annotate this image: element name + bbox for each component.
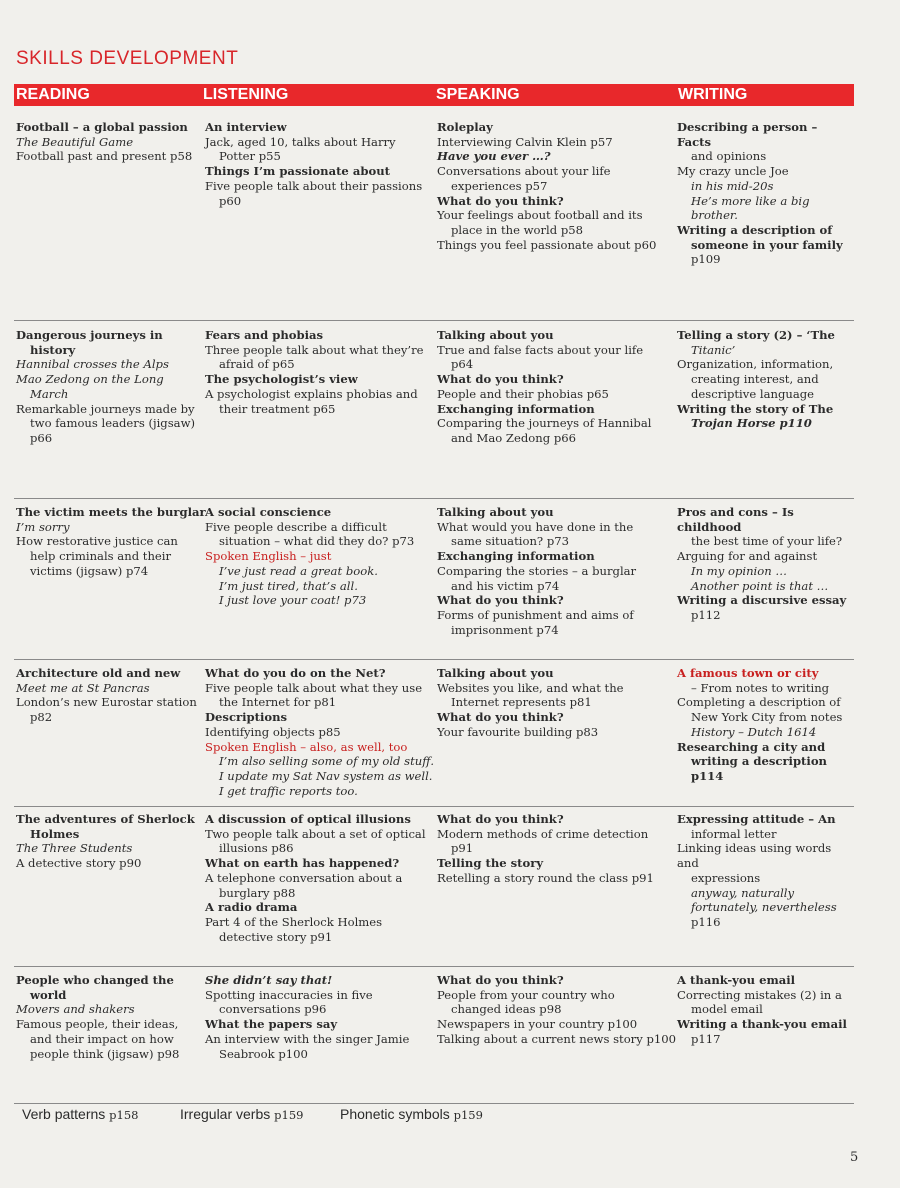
listening-line: Things I’m passionate about bbox=[205, 164, 390, 179]
speaking-line: experiences p57 bbox=[451, 178, 548, 193]
speaking-line: Interviewing Calvin Klein p57 bbox=[437, 134, 613, 149]
speaking-line: Comparing the journeys of Hannibal bbox=[437, 416, 652, 431]
listening-line: An interview bbox=[205, 120, 287, 134]
page-title: SKILLS DEVELOPMENT bbox=[16, 48, 239, 69]
reading-line: Holmes bbox=[30, 826, 80, 841]
listening-line: Identifying objects p85 bbox=[205, 724, 341, 739]
writing-line: Linking ideas using words and bbox=[677, 841, 832, 871]
speaking-line: What do you think? bbox=[437, 593, 564, 608]
listening-line: She didn’t say that! bbox=[205, 973, 333, 987]
writing-line: descriptive language bbox=[691, 386, 815, 401]
footer-page: p159 bbox=[453, 1108, 483, 1122]
listening-cell bbox=[205, 328, 423, 416]
reading-line: Remarkable journeys made by bbox=[16, 401, 195, 416]
listening-cell bbox=[205, 812, 426, 944]
speaking-line: Comparing the stories – a burglar bbox=[437, 563, 637, 578]
reading-line: Movers and shakers bbox=[16, 1002, 135, 1017]
writing-line: informal letter bbox=[691, 826, 777, 841]
writing-line: the best time of your life? bbox=[691, 534, 843, 549]
listening-line: Two people talk about a set of optical bbox=[205, 826, 426, 841]
page-number: 5 bbox=[850, 1150, 859, 1165]
speaking-line: Forms of punishment and aims of bbox=[437, 607, 634, 622]
speaking-line: Exchanging information bbox=[437, 549, 595, 564]
speaking-line: Newspapers in your country p100 bbox=[437, 1017, 638, 1032]
listening-line: Three people talk about what they’re bbox=[205, 342, 424, 357]
row-divider bbox=[14, 806, 854, 807]
speaking-line: True and false facts about your life bbox=[437, 342, 644, 357]
footer-item-irregular-verbs bbox=[180, 1106, 303, 1122]
listening-line: Spotting inaccuracies in five bbox=[205, 987, 373, 1002]
writing-line: – From notes to writing bbox=[691, 680, 830, 695]
reading-cell bbox=[16, 973, 179, 1061]
listening-line: A radio drama bbox=[205, 900, 298, 915]
writing-line: Writing a thank-you email bbox=[677, 1017, 847, 1032]
reading-line: How restorative justice can bbox=[16, 534, 178, 549]
writing-line: Trojan Horse p110 bbox=[691, 416, 812, 431]
speaking-line: Have you ever …? bbox=[437, 149, 551, 164]
listening-line: situation – what did they do? p73 bbox=[219, 534, 415, 549]
speaking-line: What do you think? bbox=[437, 710, 564, 725]
writing-cell bbox=[677, 328, 835, 431]
listening-line: What on earth has happened? bbox=[205, 856, 400, 871]
writing-line: New York City from notes bbox=[691, 710, 843, 725]
reading-line: p66 bbox=[30, 430, 53, 445]
speaking-cell bbox=[437, 666, 624, 740]
reading-line: The Three Students bbox=[16, 841, 133, 856]
footer-item-verb-patterns bbox=[22, 1106, 138, 1122]
writing-line: Pros and cons – Is childhood bbox=[677, 505, 794, 534]
reading-line: p82 bbox=[30, 710, 53, 725]
reading-cell bbox=[16, 505, 206, 579]
reading-line: The victim meets the burglar bbox=[16, 505, 206, 519]
writing-line: Expressing attitude – An bbox=[677, 812, 836, 826]
speaking-line: Talking about you bbox=[437, 666, 554, 680]
writing-line: in his mid-20s bbox=[691, 178, 774, 193]
listening-cell bbox=[205, 973, 409, 1061]
speaking-line: Talking about you bbox=[437, 328, 554, 342]
listening-line: A discussion of optical illusions bbox=[205, 812, 411, 826]
listening-line: Descriptions bbox=[205, 710, 288, 725]
speaking-line: Telling the story bbox=[437, 856, 544, 871]
writing-line: Organization, information, bbox=[677, 357, 834, 372]
speaking-cell bbox=[437, 973, 676, 1047]
writing-line: History – Dutch 1614 bbox=[691, 724, 817, 739]
column-header-listening: LISTENING bbox=[203, 86, 289, 103]
footer-page: p158 bbox=[109, 1108, 139, 1122]
column-header-speaking: SPEAKING bbox=[436, 86, 520, 103]
speaking-line: Internet represents p81 bbox=[451, 695, 592, 710]
writing-line: writing a description p114 bbox=[691, 754, 827, 783]
listening-line: Part 4 of the Sherlock Holmes bbox=[205, 914, 383, 929]
listening-line: conversations p96 bbox=[219, 1002, 327, 1017]
footer-label: Phonetic symbols bbox=[340, 1106, 450, 1122]
writing-line: expressions bbox=[691, 870, 761, 885]
speaking-line: Retelling a story round the class p91 bbox=[437, 870, 654, 885]
footer-item-phonetic-symbols bbox=[340, 1106, 483, 1122]
reading-line: London’s new Eurostar station bbox=[16, 695, 197, 710]
listening-line: I’m also selling some of my old stuff. bbox=[219, 754, 435, 769]
row-divider bbox=[14, 498, 854, 499]
speaking-line: Things you feel passionate about p60 bbox=[437, 237, 657, 252]
reading-line: Meet me at St Pancras bbox=[16, 680, 150, 695]
writing-line: model email bbox=[691, 1002, 763, 1017]
reading-line: March bbox=[30, 386, 69, 401]
speaking-line: What would you have done in the bbox=[437, 519, 634, 534]
writing-line: Arguing for and against bbox=[677, 549, 818, 564]
writing-line: A famous town or city bbox=[677, 666, 819, 680]
footer-page: p159 bbox=[274, 1108, 304, 1122]
reading-line: people think (jigsaw) p98 bbox=[30, 1046, 180, 1061]
writing-line: Writing a discursive essay bbox=[677, 593, 847, 608]
speaking-line: Talking about you bbox=[437, 505, 554, 519]
speaking-line: imprisonment p74 bbox=[451, 622, 559, 637]
reading-line: Football – a global passion bbox=[16, 120, 188, 134]
listening-cell bbox=[205, 505, 414, 608]
reading-line: Mao Zedong on the Long bbox=[16, 372, 164, 387]
reading-line: Hannibal crosses the Alps bbox=[16, 357, 169, 372]
listening-line: What the papers say bbox=[205, 1017, 338, 1032]
listening-line: Five people talk about what they use bbox=[205, 680, 423, 695]
writing-line: p116 bbox=[691, 914, 721, 929]
writing-cell bbox=[677, 973, 847, 1047]
speaking-line: Websites you like, and what the bbox=[437, 680, 624, 695]
writing-cell bbox=[677, 120, 854, 267]
reading-cell bbox=[16, 328, 195, 446]
writing-line: In my opinion … bbox=[691, 563, 787, 578]
speaking-line: People and their phobias p65 bbox=[437, 386, 609, 401]
writing-line: p109 bbox=[691, 252, 721, 267]
reading-cell bbox=[16, 666, 197, 725]
speaking-line: Exchanging information bbox=[437, 401, 595, 416]
speaking-line: People from your country who bbox=[437, 987, 615, 1002]
row-divider bbox=[14, 659, 854, 660]
listening-line: their treatment p65 bbox=[219, 401, 336, 416]
speaking-line: p91 bbox=[451, 841, 474, 856]
writing-cell bbox=[677, 812, 854, 930]
listening-line: Jack, aged 10, talks about Harry bbox=[205, 134, 396, 149]
reading-line: world bbox=[30, 987, 67, 1002]
reading-line: Architecture old and new bbox=[16, 666, 181, 680]
reading-line: Football past and present p58 bbox=[16, 149, 193, 164]
writing-line: Writing the story of The bbox=[677, 401, 834, 416]
reading-line: Dangerous journeys in bbox=[16, 328, 163, 342]
listening-line: Spoken English – just bbox=[205, 549, 332, 564]
speaking-line: What do you think? bbox=[437, 193, 564, 208]
writing-line: Researching a city and bbox=[677, 739, 826, 754]
writing-line: Titanic’ bbox=[691, 342, 736, 357]
row-divider bbox=[14, 320, 854, 321]
speaking-cell bbox=[437, 328, 651, 446]
listening-line: Five people describe a difficult bbox=[205, 519, 387, 534]
reading-line: help criminals and their bbox=[30, 549, 172, 564]
reading-line: Famous people, their ideas, bbox=[16, 1017, 179, 1032]
listening-line: What do you do on the Net? bbox=[205, 666, 386, 680]
listening-line: I update my Sat Nav system as well. bbox=[219, 768, 433, 783]
speaking-cell bbox=[437, 505, 636, 637]
reading-line: and their impact on how bbox=[30, 1031, 174, 1046]
reading-line: The Beautiful Game bbox=[16, 134, 134, 149]
reading-cell bbox=[16, 120, 192, 164]
speaking-line: Your feelings about football and its bbox=[437, 208, 643, 223]
listening-line: Spoken English – also, as well, too bbox=[205, 739, 408, 754]
writing-line: p117 bbox=[691, 1031, 721, 1046]
writing-line: Describing a person – Facts bbox=[677, 120, 818, 149]
speaking-line: same situation? p73 bbox=[451, 534, 569, 549]
writing-cell bbox=[677, 666, 854, 784]
writing-line: Completing a description of bbox=[677, 695, 841, 710]
row-divider bbox=[14, 966, 854, 967]
writing-line: someone in your family bbox=[691, 237, 843, 252]
footer-label: Irregular verbs bbox=[180, 1106, 271, 1122]
listening-line: Seabrook p100 bbox=[219, 1046, 308, 1061]
column-header-reading: READING bbox=[16, 86, 90, 103]
column-header-writing: WRITING bbox=[678, 86, 748, 103]
listening-line: burglary p88 bbox=[219, 885, 296, 900]
writing-line: Correcting mistakes (2) in a bbox=[677, 987, 842, 1002]
writing-line: My crazy uncle Joe bbox=[677, 164, 789, 179]
reading-line: history bbox=[30, 342, 76, 357]
speaking-line: place in the world p58 bbox=[451, 222, 584, 237]
speaking-cell bbox=[437, 812, 654, 886]
listening-line: Potter p55 bbox=[219, 149, 281, 164]
writing-cell bbox=[677, 505, 854, 623]
reading-line: People who changed the bbox=[16, 973, 174, 987]
listening-cell bbox=[205, 120, 422, 208]
speaking-line: Talking about a current news story p100 bbox=[437, 1031, 677, 1046]
reading-line: A detective story p90 bbox=[16, 856, 142, 871]
speaking-line: and his victim p74 bbox=[451, 578, 560, 593]
writing-line: Telling a story (2) – ‘The bbox=[677, 328, 835, 342]
writing-line: p112 bbox=[691, 607, 721, 622]
speaking-line: and Mao Zedong p66 bbox=[451, 430, 577, 445]
listening-line: I’m just tired, that’s all. bbox=[219, 578, 358, 593]
speaking-line: What do you think? bbox=[437, 973, 564, 987]
footer-divider bbox=[14, 1103, 854, 1104]
speaking-cell bbox=[437, 120, 656, 252]
reading-line: The adventures of Sherlock bbox=[16, 812, 195, 826]
reading-cell bbox=[16, 812, 195, 871]
speaking-line: Roleplay bbox=[437, 120, 493, 134]
listening-line: illusions p86 bbox=[219, 841, 294, 856]
listening-line: I just love your coat! p73 bbox=[219, 593, 367, 608]
listening-line: I’ve just read a great book. bbox=[219, 563, 378, 578]
speaking-line: Conversations about your life bbox=[437, 164, 611, 179]
listening-line: the Internet for p81 bbox=[219, 695, 337, 710]
speaking-line: Modern methods of crime detection bbox=[437, 826, 649, 841]
speaking-line: changed ideas p98 bbox=[451, 1002, 562, 1017]
writing-line: creating interest, and bbox=[691, 372, 819, 387]
listening-line: I get traffic reports too. bbox=[219, 783, 358, 798]
speaking-line: p64 bbox=[451, 357, 474, 372]
reading-line: I’m sorry bbox=[16, 519, 70, 534]
listening-line: Fears and phobias bbox=[205, 328, 324, 342]
writing-line: anyway, naturally bbox=[691, 885, 795, 900]
listening-line: p60 bbox=[219, 193, 242, 208]
writing-line: He’s more like a big brother. bbox=[691, 193, 810, 223]
listening-line: The psychologist’s view bbox=[205, 372, 358, 387]
listening-line: A psychologist explains phobias and bbox=[205, 386, 418, 401]
listening-line: A telephone conversation about a bbox=[205, 870, 403, 885]
listening-line: An interview with the singer Jamie bbox=[205, 1031, 410, 1046]
footer-label: Verb patterns bbox=[22, 1106, 106, 1122]
writing-line: Another point is that … bbox=[691, 578, 829, 593]
speaking-line: What do you think? bbox=[437, 812, 564, 826]
reading-line: victims (jigsaw) p74 bbox=[30, 563, 149, 578]
writing-line: fortunately, nevertheless bbox=[691, 900, 837, 915]
writing-line: Writing a description of bbox=[677, 222, 833, 237]
speaking-line: Your favourite building p83 bbox=[437, 724, 599, 739]
listening-line: detective story p91 bbox=[219, 929, 333, 944]
listening-line: afraid of p65 bbox=[219, 357, 295, 372]
listening-cell bbox=[205, 666, 434, 798]
reading-line: two famous leaders (jigsaw) bbox=[30, 416, 196, 431]
writing-line: and opinions bbox=[691, 149, 767, 164]
listening-line: A social conscience bbox=[205, 505, 332, 519]
writing-line: A thank-you email bbox=[677, 973, 796, 987]
listening-line: Five people talk about their passions bbox=[205, 178, 423, 193]
speaking-line: What do you think? bbox=[437, 372, 564, 387]
